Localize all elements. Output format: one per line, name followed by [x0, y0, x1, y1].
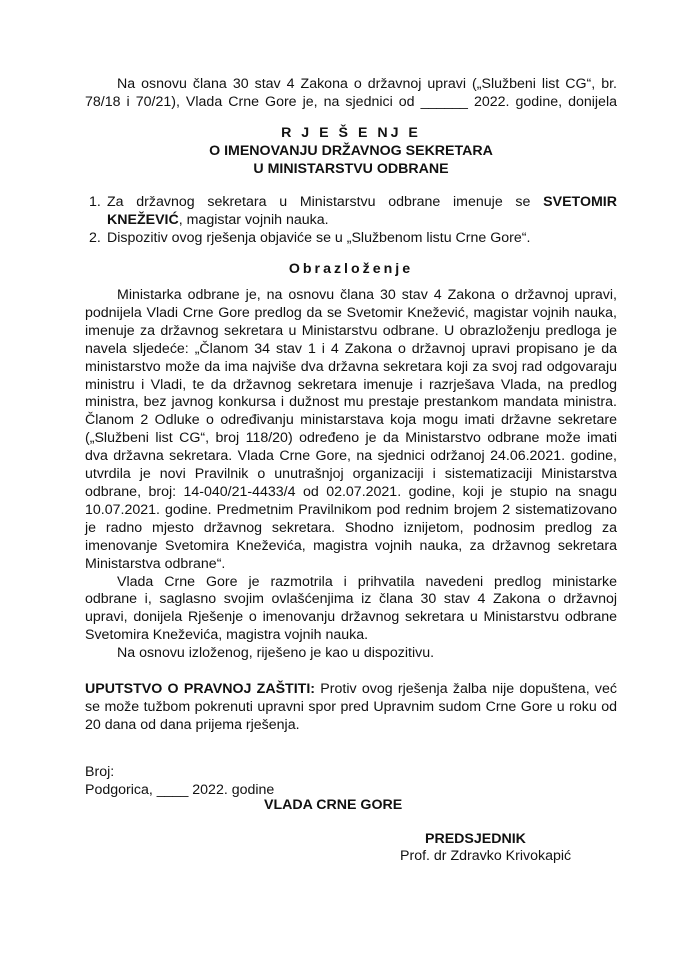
list-item [85, 194, 617, 230]
document-number: Broj: [85, 764, 115, 780]
body-line: ministra, bez javnog konkursa i dužnost mu prestaje prestankom mandata ministra. [85, 394, 617, 411]
body-line: Ministarstva odbrane“. [85, 555, 226, 572]
preamble-line: Na osnovu člana 30 stav 4 Zakona o državnoj upravi („Službeni list CG“, br. [117, 76, 617, 92]
body-line: Vlada Crne Gore je razmotrila i prihvatila navedeni predlog ministarke [117, 573, 617, 590]
body-line: dva državna sekretara. Vlada Crne Gore, na sjednici održanoj 24.06.2021. godine, [85, 448, 617, 465]
item-text: Dispozitiv ovog rješenja objaviće se u „Službenom listu Crne Gore“. [107, 229, 531, 246]
body-line: utvrdila je novi Pravilnik o unutrašnjoj organizaciji i sistematizaciji Ministarstva [85, 466, 617, 483]
body-line: imenovanje Svetomira Kneževića, magistra vojnih nauka, za državnog sekretara [85, 537, 617, 554]
legal-remedy-label: UPUTSTVO O PRAVNOJ ZAŠTITI: [85, 681, 315, 697]
body-line: Svetomira Kneževića, magistra vojnih nauka. [85, 627, 369, 644]
legal-remedy-text: se može tužbom pokrenuti upravni spor pred Upravnim sudom Crne Gore u roku od [85, 698, 617, 715]
body-line: podnijela Vladi Crne Gore predlog da se Svetomir Knežević, magistar vojnih nauka, [85, 304, 617, 321]
body-line: 10.07.2021. godine. Predmetnim Pravilnikom pod rednim brojem 2 sistematizovano [85, 501, 617, 518]
reasoning-title: Obrazloženje [288, 261, 414, 277]
title-line: U MINISTARSTVU ODBRANE [253, 160, 449, 177]
item-name: KNEŽEVIĆ [107, 211, 179, 228]
body-line: imenuje za državnog sekretara u Ministarstvu odbrane. U obrazloženju predloga je [85, 322, 617, 339]
document-title [85, 125, 617, 179]
preamble [85, 76, 617, 112]
government-name: VLADA CRNE GORE [264, 797, 403, 813]
body-line: Na osnovu izloženog, riješeno je kao u dispozitivu. [117, 645, 435, 662]
body-line: ministru i Vladi, te da državnog sekretara imenuje i razrješava Vlada, na predlog [85, 376, 617, 393]
body-line: upravi, donijela Rješenje o imenovanju državnog sekretara u Ministarstvu odbrane [85, 609, 617, 626]
item-number: 1. [89, 194, 101, 210]
legal-remedy-text: Protiv ovog rješenja žalba nije dopuštena, već [320, 681, 618, 697]
title-line: R J E Š E NJ E [281, 125, 421, 141]
body-line: odbrane, broj: 14-040/21-4433/4 od 02.07.2021. godine, koji je stupio na snagu [85, 483, 617, 500]
decision-list [85, 194, 617, 248]
list-item [85, 230, 617, 248]
president-name: Prof. dr Zdravko Krivokapić [400, 848, 572, 864]
body-line: navela sljedeće: „Članom 34 stav 1 i 4 Zakona o državnoj upravi propisano je da [85, 340, 617, 357]
legal-remedy [85, 681, 617, 735]
reasoning-heading [85, 261, 617, 279]
body-line: je radno mjesto državnog sekretara. Shodno iznijetom, podnosim predlog za [85, 519, 617, 536]
body-line: Članom 2 Odluke o određivanju ministarstava koja mogu imati državne sekretare [85, 412, 617, 429]
item-text: Za državnog sekretara u Ministarstvu odbrane imenuje se [107, 194, 531, 210]
body-line: ministarstvo može da ima najviše dva državna sekretara koji za svoj rad odgovaraju [85, 358, 617, 375]
president-title: PREDSJEDNIK [425, 831, 526, 847]
title-line: O IMENOVANJU DRŽAVNOG SEKRETARA [209, 142, 493, 159]
preamble-line: 78/18 i 70/21), Vlada Crne Gore je, na sjednici od ______ 2022. godine, donijela [85, 93, 617, 110]
item-name: SVETOMIR [543, 194, 617, 210]
body-line: Ministarka odbrane je, na osnovu člana 30 stav 4 Zakona o državnoj upravi, [117, 287, 617, 303]
legal-remedy-text: 20 dana od dana prijema rješenja. [85, 716, 300, 733]
item-text: , magistar vojnih nauka. [178, 211, 329, 228]
body-line: odbrane i, saglasno svojim ovlašćenjima iz člana 30 stav 4 Zakona o državnoj [85, 591, 617, 608]
item-number: 2. [89, 229, 101, 246]
place-date: Podgorica, ____ 2022. godine [85, 781, 275, 798]
body-line: („Službeni list CG“, broj 118/20) određeno je da Ministarstvo odbrane može imati [85, 430, 617, 447]
reasoning-body [85, 287, 617, 663]
footer [85, 764, 617, 800]
